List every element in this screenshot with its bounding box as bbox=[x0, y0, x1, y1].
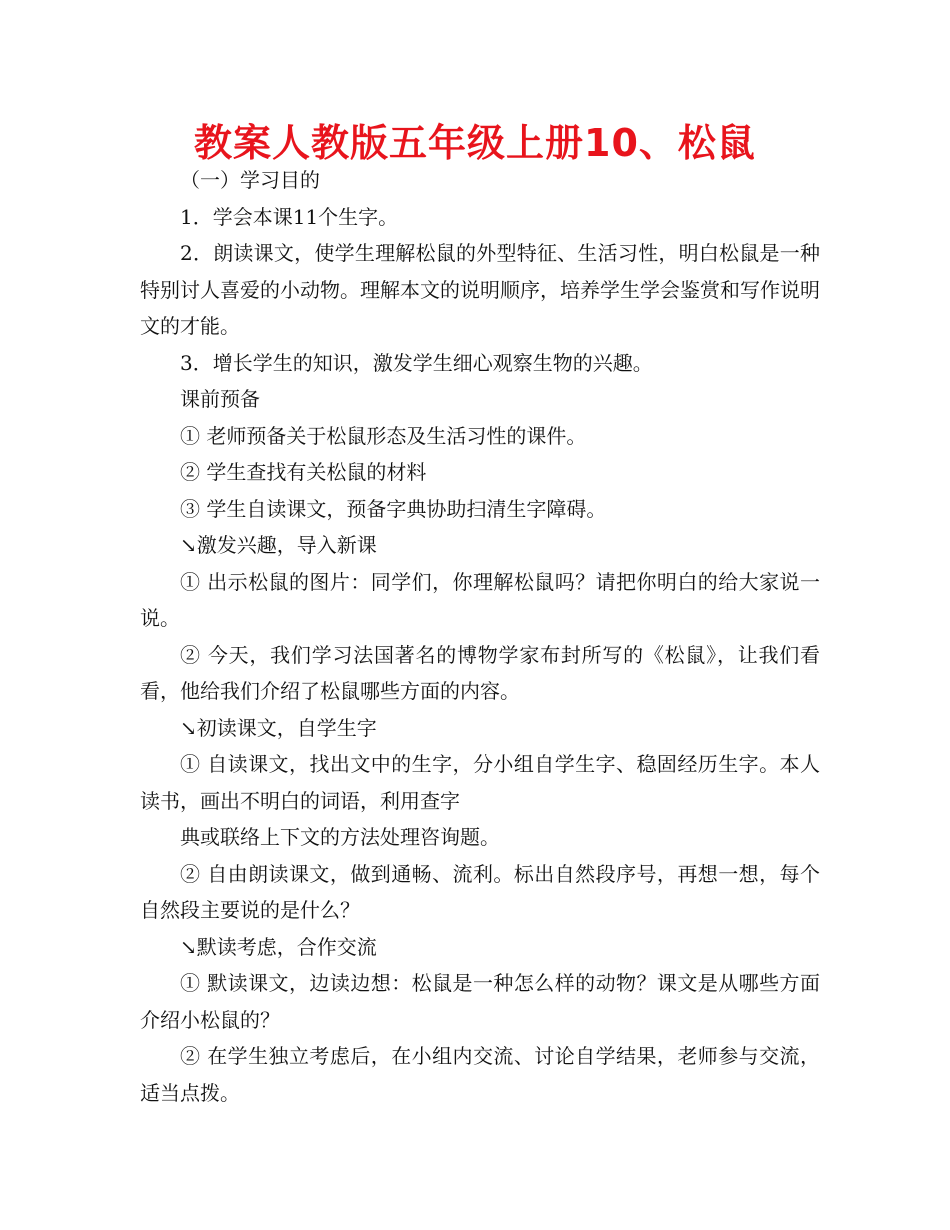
paragraph: ③ 学生自读课文，预备字典协助扫清生字障碍。 bbox=[180, 496, 607, 521]
section-heading-introduction: ↘激发兴趣，导入新课 bbox=[180, 533, 377, 557]
paragraph: ② 自由朗读课文，做到通畅、流利。标出自然段序号，再想一想，每个自然段主要说的是什么？ bbox=[140, 861, 820, 922]
paragraph: ② 今天，我们学习法国著名的博物学家布封所写的《松鼠》，让我们看看，他给我们介绍了松鼠哪些方面的内容。 bbox=[140, 642, 820, 703]
paragraph: ② 在学生独立考虑后，在小组内交流、讨论自学结果，老师参与交流，适当点拨。 bbox=[140, 1044, 820, 1105]
section-heading-preparation: 课前预备 bbox=[180, 387, 260, 411]
paragraph: ① 老师预备关于松鼠形态及生活习性的课件。 bbox=[180, 423, 587, 448]
section-heading-silent-reading: ↘默读考虑，合作交流 bbox=[180, 934, 377, 959]
paragraph: ① 自读课文，找出文中的生字，分小组自学生字、稳固经历生字。本人读书，画出不明白的词语，利用查字 bbox=[140, 752, 820, 813]
paragraph: ① 出示松鼠的图片：同学们，你理解松鼠吗？请把你明白的给大家说一说。 bbox=[140, 569, 820, 630]
section-heading-objectives: （一）学习目的 bbox=[180, 168, 320, 192]
document-body bbox=[140, 162, 820, 1111]
document-title: 教案人教版五年级上册10、松鼠 bbox=[194, 121, 756, 165]
section-heading-first-reading: ↘初读课文，自学生字 bbox=[180, 715, 377, 740]
paragraph: 3．增长学生的知识，激发学生细心观察生物的兴趣。 bbox=[180, 350, 653, 375]
paragraph: 典或联络上下文的方法处理咨询题。 bbox=[180, 825, 500, 849]
paragraph: ① 默读课文，边读边想：松鼠是一种怎么样的动物？课文是从哪些方面介绍小松鼠的？ bbox=[140, 971, 820, 1032]
paragraph: ② 学生查找有关松鼠的材料 bbox=[180, 460, 427, 484]
paragraph: 2．朗读课文，使学生理解松鼠的外型特征、生活习性，明白松鼠是一种特别讨人喜爱的小动物。理解本文的说明顺序，培养学生学会鉴赏和写作说明文的才能。 bbox=[140, 241, 820, 338]
paragraph: 1．学会本课11个生字。 bbox=[180, 204, 399, 229]
